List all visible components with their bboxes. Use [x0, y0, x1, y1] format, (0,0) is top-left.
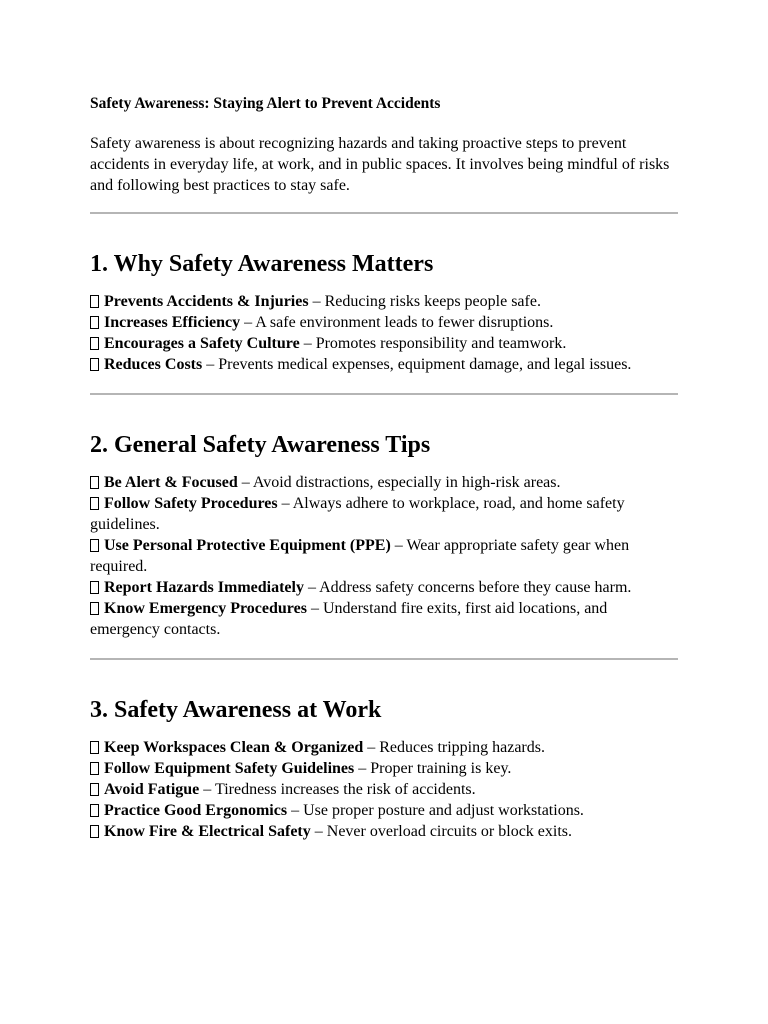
item-term: Keep Workspaces Clean & Organized [104, 739, 364, 756]
missing-glyph-box-icon [90, 783, 99, 796]
document-title: Safety Awareness: Staying Alert to Prevent Accidents [90, 95, 441, 112]
item-description: – Wear appropriate safety gear when required. [90, 537, 630, 575]
item-description: – Use proper posture and adjust workstations. [287, 802, 584, 819]
list-item [90, 291, 678, 312]
intro-paragraph: Safety awareness is about recognizing hazards and taking proactive steps to prevent accidents in everyday life, at work, and in public spaces. It involves being mindful of risks and following best practices to stay safe. [90, 135, 670, 194]
item-description: – Address safety concerns before they cause harm. [303, 579, 632, 596]
list-item [90, 758, 678, 779]
missing-glyph-box-icon [90, 602, 99, 615]
item-term: Be Alert & Focused [104, 474, 238, 491]
missing-glyph-box-icon [90, 741, 99, 754]
item-description: – Avoid distractions, especially in high-risk areas. [237, 474, 561, 491]
list-item [90, 598, 678, 640]
section-heading-at-work: 3. Safety Awareness at Work [90, 697, 382, 723]
missing-glyph-box-icon [90, 295, 99, 308]
item-description: – Promotes responsibility and teamwork. [299, 335, 567, 352]
document-page [90, 93, 678, 842]
item-description: – Never overload circuits or block exits. [310, 823, 573, 840]
horizontal-rule [90, 658, 678, 660]
missing-glyph-box-icon [90, 337, 99, 350]
list-at-work [90, 737, 678, 842]
item-term: Avoid Fatigue [104, 781, 200, 798]
missing-glyph-box-icon [90, 316, 99, 329]
section-heading-general-tips: 2. General Safety Awareness Tips [90, 432, 431, 458]
list-item [90, 493, 678, 535]
missing-glyph-box-icon [90, 476, 99, 489]
list-item [90, 577, 678, 598]
list-item [90, 472, 678, 493]
list-item [90, 354, 678, 375]
item-term: Follow Equipment Safety Guidelines [104, 760, 355, 777]
list-item [90, 333, 678, 354]
list-item [90, 535, 678, 577]
item-term: Know Emergency Procedures [104, 600, 307, 617]
item-term: Practice Good Ergonomics [104, 802, 288, 819]
missing-glyph-box-icon [90, 581, 99, 594]
item-term: Report Hazards Immediately [104, 579, 304, 596]
item-term: Use Personal Protective Equipment (PPE) [104, 537, 391, 554]
horizontal-rule [90, 393, 678, 395]
item-description: – Reducing risks keeps people safe. [308, 293, 541, 310]
item-term: Know Fire & Electrical Safety [104, 823, 311, 840]
list-why-matters [90, 291, 678, 375]
item-description: – A safe environment leads to fewer disruptions. [240, 314, 554, 331]
list-item [90, 821, 678, 842]
list-item [90, 779, 678, 800]
item-term: Prevents Accidents & Injuries [104, 293, 309, 310]
list-item [90, 800, 678, 821]
missing-glyph-box-icon [90, 762, 99, 775]
missing-glyph-box-icon [90, 825, 99, 838]
missing-glyph-box-icon [90, 539, 99, 552]
item-description: – Understand fire exits, first aid locations, and emergency contacts. [90, 600, 608, 638]
section-heading-why-matters: 1. Why Safety Awareness Matters [90, 251, 434, 277]
item-description: – Prevents medical expenses, equipment damage, and legal issues. [202, 356, 632, 373]
missing-glyph-box-icon [90, 497, 99, 510]
item-term: Encourages a Safety Culture [104, 335, 300, 352]
list-item [90, 737, 678, 758]
item-description: – Always adhere to workplace, road, and home safety guidelines. [90, 495, 625, 533]
item-description: – Reduces tripping hazards. [363, 739, 545, 756]
missing-glyph-box-icon [90, 358, 99, 371]
item-term: Follow Safety Procedures [104, 495, 278, 512]
list-item [90, 312, 678, 333]
item-description: – Tiredness increases the risk of accidents. [199, 781, 476, 798]
item-description: – Proper training is key. [354, 760, 512, 777]
missing-glyph-box-icon [90, 804, 99, 817]
item-term: Reduces Costs [104, 356, 203, 373]
list-general-tips [90, 472, 678, 640]
item-term: Increases Efficiency [104, 314, 241, 331]
horizontal-rule [90, 212, 678, 214]
